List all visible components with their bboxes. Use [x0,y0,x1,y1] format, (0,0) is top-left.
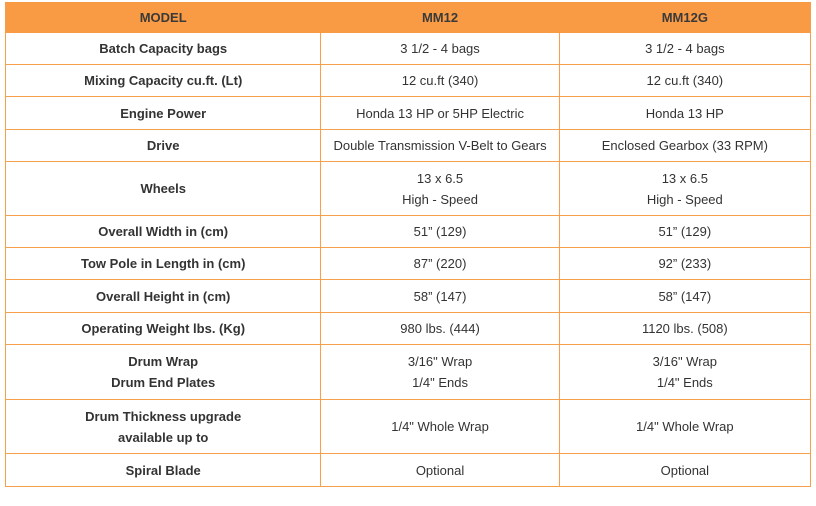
mm12g-value-line: 58” (147) [658,288,712,304]
mm12g-value [559,97,810,130]
row-label-line: Mixing Capacity cu.ft. (Lt) [84,73,243,88]
mm12-value [321,216,559,248]
table-row [6,162,811,216]
row-label-line: Operating Weight lbs. (Kg) [81,321,246,336]
mm12g-value-line: 12 cu.ft (340) [646,73,724,88]
row-label [6,454,321,487]
header-mm12: MM12 [321,3,559,33]
row-label [6,216,321,248]
row-label-line: Overall Height in (cm) [96,288,231,304]
mm12g-value-line: Honda 13 HP [645,105,724,121]
mm12g-value-line: 13 x 6.5 [661,170,708,186]
mm12g-value [559,65,810,97]
mm12g-value-line: Enclosed Gearbox (33 RPM) [601,138,768,153]
mm12-value [321,130,559,162]
table-row [6,65,811,97]
mm12-value-line: 3/16" Wrap [407,354,473,369]
table-row [6,248,811,280]
mm12g-value [559,162,810,216]
mm12-value [321,97,559,130]
row-label [6,65,321,97]
mm12-value-line: Double Transmission V-Belt to Gears [333,138,547,153]
mm12g-value-line: 1/4" Ends [656,375,713,390]
table-row [6,97,811,130]
row-label-line: Drum Thickness upgrade [85,408,242,424]
mm12g-value-line: 92” (233) [658,256,712,271]
mm12-value [321,33,559,65]
mm12-value-line: 12 cu.ft (340) [401,73,479,88]
header-row [6,3,811,33]
row-label [6,313,321,345]
mm12-value-line: 51” (129) [413,224,467,239]
row-label-line: Drive [146,138,180,153]
row-label-line: Overall Width in (cm) [98,224,229,239]
mm12g-value-line: Optional [660,462,710,478]
mm12g-value-line: 3/16" Wrap [652,354,718,369]
mm12g-value-line: 1/4" Whole Wrap [636,419,734,434]
mm12-value-line: 58” (147) [413,288,467,304]
mm12g-value-line: High - Speed [646,191,723,207]
row-label-line: Tow Pole in Length in (cm) [80,256,246,271]
mm12g-value [559,248,810,280]
row-label [6,280,321,313]
table-row [6,313,811,345]
mm12-value-line: Honda 13 HP or 5HP Electric [356,105,524,121]
mm12-value [321,248,559,280]
mm12-value [321,313,559,345]
mm12-value [321,65,559,97]
mm12g-value-line: 51” (129) [658,224,712,239]
mm12-value [321,280,559,313]
row-label [6,33,321,65]
row-label [6,97,321,130]
row-label [6,345,321,400]
row-label [6,162,321,216]
mm12g-value [559,345,810,400]
mm12-value [321,400,559,454]
header-model: MODEL [6,3,321,33]
mm12-value [321,454,559,487]
table-row [6,454,811,487]
table-row [6,33,811,65]
table-row [6,280,811,313]
mm12-value-line: 13 x 6.5 [416,170,464,186]
row-label [6,248,321,280]
mm12g-value [559,216,810,248]
table-row [6,130,811,162]
table-row [6,345,811,400]
mm12-value-line: 1/4" Whole Wrap [391,419,489,434]
row-label [6,130,321,162]
row-label [6,400,321,454]
mm12-value-line: 1/4" Ends [412,375,468,390]
mm12g-value [559,313,810,345]
mm12-value-line: 3 1/2 - 4 bags [400,41,480,56]
header-mm12g: MM12G [559,3,810,33]
table-row [6,400,811,454]
mm12-value-line: 980 lbs. (444) [400,321,480,336]
row-label-line: Engine Power [120,105,207,121]
mm12g-value [559,400,810,454]
mm12-value-line: 87” (220) [413,256,467,271]
row-label-line: Drum End Plates [111,375,216,390]
mm12-value [321,345,559,400]
row-label-line: available up to [118,429,209,445]
row-label-line: Drum Wrap [128,354,199,369]
mm12g-value [559,280,810,313]
mm12g-value-line: 3 1/2 - 4 bags [645,41,725,56]
row-label-line: Wheels [140,181,186,196]
mm12-value-line: High - Speed [402,191,478,207]
mm12-value-line: Optional [415,462,465,478]
mm12g-value [559,454,810,487]
mm12g-value [559,33,810,65]
mm12g-value [559,130,810,162]
row-label-line: Batch Capacity bags [99,41,228,56]
mm12g-value-line: 1120 lbs. (508) [641,321,728,336]
table-row [6,216,811,248]
spec-table [5,2,811,487]
mm12-value [321,162,559,216]
row-label-line: Spiral Blade [125,462,201,478]
